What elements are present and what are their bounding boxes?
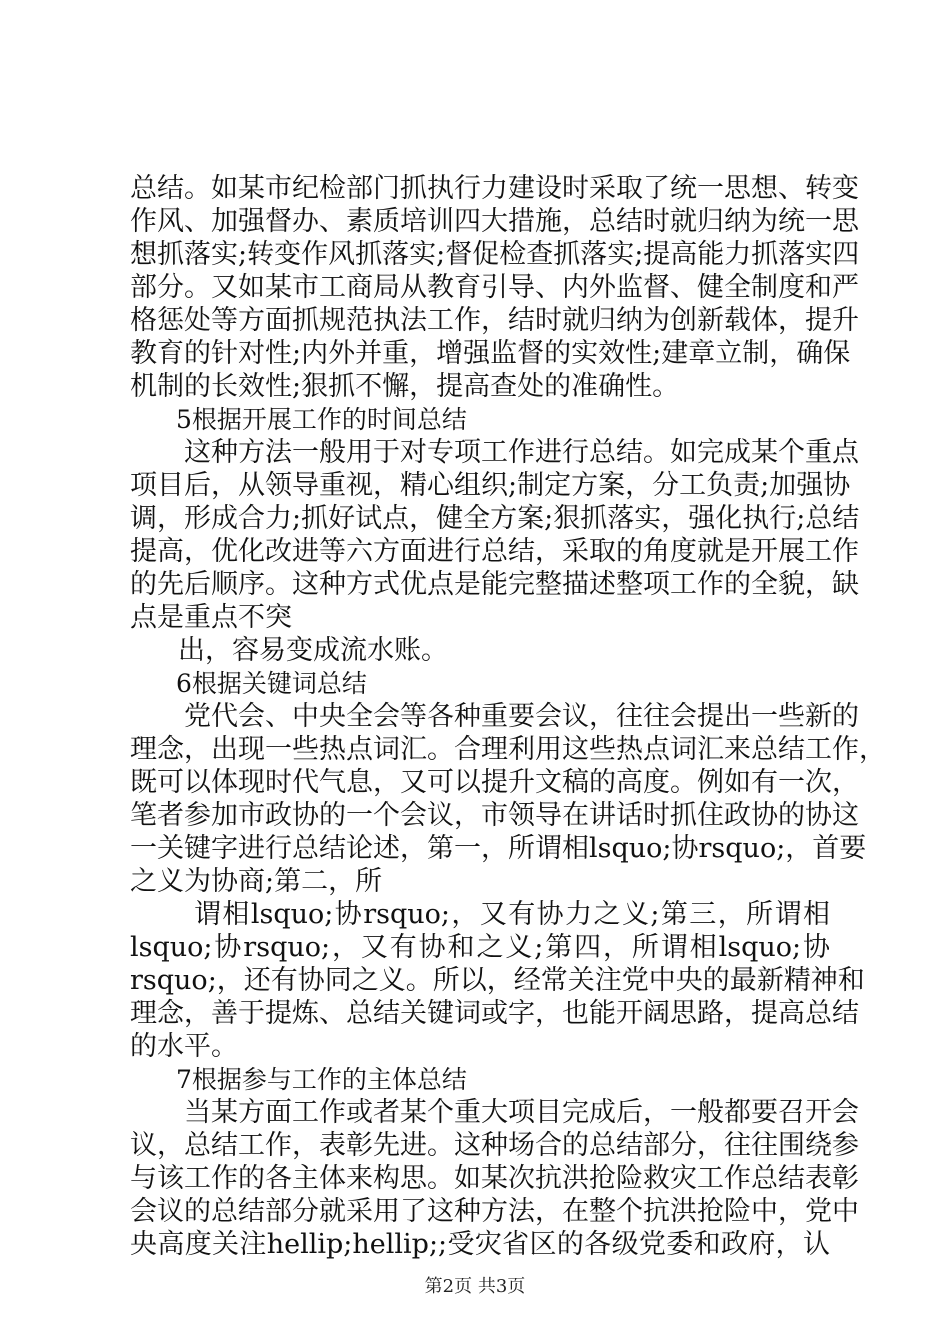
- text-line: 想抓落实;转变作风抓落实;督促检查抓落实;提高能力抓落实四: [130, 239, 860, 270]
- document-body: [130, 172, 886, 1261]
- page-number: 第2页 共3页: [424, 1276, 526, 1297]
- text-line: 既可以体现时代气息，又可以提升文稿的高度。例如有一次，: [130, 767, 859, 798]
- text-line: 这种方法一般用于对专项工作进行总结。如完成某个重点: [184, 437, 859, 468]
- text-line: 的先后顺序。这种方式优点是能完整描述整项工作的全貌，缺: [130, 569, 859, 600]
- text-line: 议，总结工作，表彰先进。这种场合的总结部分，往往围绕参: [130, 1130, 859, 1161]
- text-line: rsquo;，还有协同之义。所以，经常关注党中央的最新精神和: [130, 965, 865, 996]
- text-line: 总结。如某市纪检部门抓执行力建设时采取了统一思想、转变: [130, 173, 859, 204]
- text-line: 与该工作的各主体来构思。如某次抗洪抢险救灾工作总结表彰: [130, 1163, 859, 1194]
- section-heading: 6根据关键词总结: [176, 669, 367, 698]
- text-line: 部分。又如某市工商局从教育引导、内外监督、健全制度和严: [130, 272, 859, 303]
- text-line: 点是重点不突: [130, 602, 292, 633]
- text-line: 之义为协商;第二，所: [130, 866, 383, 897]
- text-line: 谓相lsquo;协rsquo;，又有协力之义;第三，所谓相: [194, 899, 830, 930]
- text-line: 的水平。: [130, 1031, 238, 1062]
- text-line: 机制的长效性;狠抓不懈，提高查处的准确性。: [130, 371, 680, 402]
- text-line: 笔者参加市政协的一个会议，市领导在讲话时抓住政协的协这: [130, 800, 859, 831]
- text-line: 理念，善于提炼、总结关键词或字，也能开阔思路，提高总结: [130, 998, 859, 1029]
- text-line: 党代会、中央全会等各种重要会议，往往会提出一些新的: [184, 701, 859, 732]
- text-line: 教育的针对性;内外并重，增强监督的实效性;建章立制，确保: [130, 338, 851, 369]
- section-heading: 7根据参与工作的主体总结: [176, 1065, 467, 1094]
- text-line: 理念，出现一些热点词汇。合理利用这些热点词汇来总结工作，: [130, 734, 886, 765]
- text-line: 会议的总结部分就采用了这种方法，在整个抗洪抢险中，党中: [130, 1196, 859, 1227]
- text-line: 格惩处等方面抓规范执法工作，结时就归纳为创新载体，提升: [130, 305, 859, 336]
- text-line: 作风、加强督办、素质培训四大措施，总结时就归纳为统一思: [130, 206, 859, 237]
- text-line: 当某方面工作或者某个重大项目完成后，一般都要召开会: [184, 1097, 859, 1128]
- text-line: lsquo;协rsquo;，又有协和之义;第四，所谓相lsquo;协: [130, 932, 830, 963]
- text-line: 央高度关注hellip;hellip;;受灾省区的各级党委和政府，认: [130, 1229, 830, 1260]
- text-line: 出，容易变成流水账。: [178, 635, 448, 666]
- section-heading: 5根据开展工作的时间总结: [176, 405, 467, 434]
- text-line: 一关键字进行总结论述，第一，所谓相lsquo;协rsquo;，首要: [130, 833, 867, 864]
- text-line: 调，形成合力;抓好试点，健全方案;狠抓落实，强化执行;总结: [130, 503, 860, 534]
- text-line: 项目后，从领导重视，精心组织;制定方案，分工负责;加强协: [130, 470, 851, 501]
- text-line: 提高，优化改进等六方面进行总结，采取的角度就是开展工作: [130, 536, 859, 567]
